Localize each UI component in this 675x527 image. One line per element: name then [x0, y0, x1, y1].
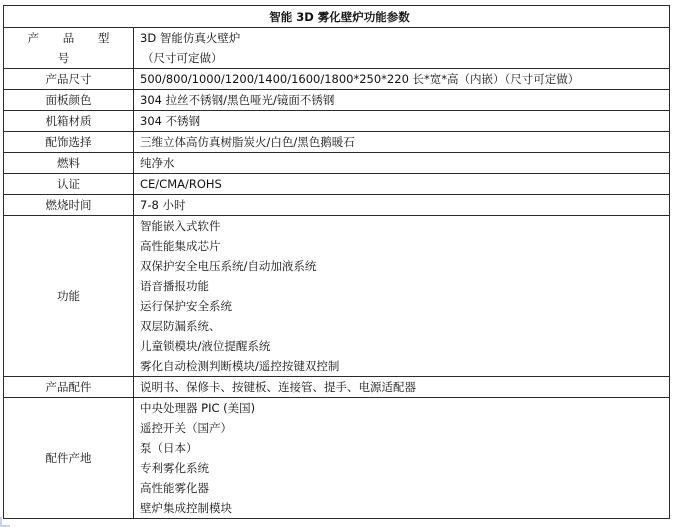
spec-row-case-material [4, 111, 670, 132]
value-line: 高性能集成芯片 [140, 239, 221, 253]
value-line: 专利雾化系统 [140, 461, 209, 475]
row-label: 产品配件 [4, 377, 134, 398]
value-line: 智能嵌入式软件 [140, 219, 221, 233]
value-line: （尺寸可定做） [142, 51, 223, 65]
row-label: 配饰选择 [4, 132, 134, 153]
value-line: 高性能雾化器 [140, 481, 209, 495]
row-value [134, 398, 670, 519]
value-line: 304 拉丝不锈钢/黑色哑光/镜面不锈钢 [140, 93, 335, 107]
value-line: 说明书、保修卡、按键板、连接管、提手、电源适配器 [140, 380, 416, 394]
value-line: 中央处理器 PIC (美国) [140, 401, 256, 415]
value-line: 语音播报功能 [140, 279, 209, 293]
spec-row-fuel [4, 153, 670, 174]
row-label: 机箱材质 [4, 111, 134, 132]
row-value [134, 132, 670, 153]
value-line: 遥控开关（国产） [140, 421, 232, 435]
spec-row-panel-color [4, 90, 670, 111]
value-line: 双保护安全电压系统/自动加液系统 [140, 259, 317, 273]
row-label: 产品尺寸 [4, 69, 134, 90]
value-line: 纯净水 [140, 156, 175, 170]
value-line: 三维立体高仿真树脂炭火/白色/黑色鹅暖石 [140, 135, 355, 149]
spec-table [3, 5, 670, 519]
value-line: 儿童锁模块/液位提醒系统 [140, 339, 271, 353]
spec-sheet [3, 5, 669, 519]
title-row [4, 6, 670, 28]
row-value [134, 195, 670, 216]
row-value [134, 153, 670, 174]
row-label: 燃烧时间 [4, 195, 134, 216]
spec-row-component-origin [4, 398, 670, 519]
spec-row-functions [4, 216, 670, 377]
value-line: 304 不锈钢 [140, 114, 201, 128]
value-line: 3D 智能仿真火壁炉 [140, 31, 241, 45]
row-value [134, 174, 670, 195]
row-value [134, 111, 670, 132]
value-line: 7-8 小时 [140, 198, 186, 212]
row-label: 功能 [4, 216, 134, 377]
row-label: 面板颜色 [4, 90, 134, 111]
spec-row-accessory-choice [4, 132, 670, 153]
corner-mark [0, 517, 10, 527]
row-label: 产 品 型 号 [4, 28, 134, 69]
row-label: 燃料 [4, 153, 134, 174]
value-line: 雾化自动检测判断模块/遥控按键双控制 [140, 359, 340, 373]
spec-row-size [4, 69, 670, 90]
spec-row-certification [4, 174, 670, 195]
value-line: 双层防漏系统、 [140, 319, 221, 333]
row-label: 认证 [4, 174, 134, 195]
spec-row-product-accessories [4, 377, 670, 398]
row-value [134, 216, 670, 377]
spec-row-burn-time [4, 195, 670, 216]
value-line: CE/CMA/ROHS [140, 177, 222, 191]
row-value [134, 377, 670, 398]
value-line: 500/800/1000/1200/1400/1600/1800*250*220 长*宽*高（内嵌）（尺寸可定做） [140, 72, 580, 86]
spec-row-model [4, 28, 670, 69]
value-line: 泵（日本） [140, 441, 198, 455]
row-value [134, 90, 670, 111]
row-value [134, 69, 670, 90]
table-title: 智能 3D 雾化壁炉功能参数 [4, 6, 670, 28]
value-line: 壁炉集成控制模块 [140, 501, 232, 515]
row-label: 配件产地 [4, 398, 134, 519]
row-value [134, 28, 670, 69]
value-line: 运行保护安全系统 [140, 299, 232, 313]
